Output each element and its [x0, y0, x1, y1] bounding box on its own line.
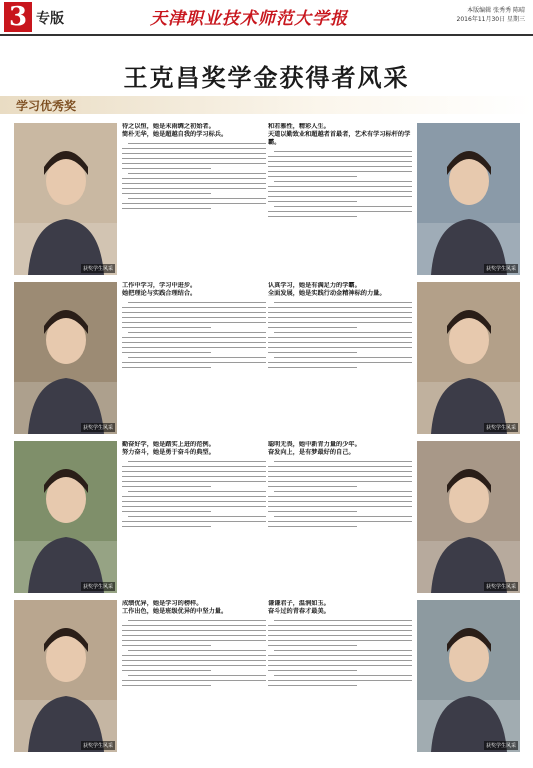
student-photo [14, 441, 117, 593]
profile-headline: 成绩优异，她是学习的榜样。 工作出色，她是班级优异的中坚力量。 [122, 600, 228, 615]
photo-caption: 获奖学生风采 [485, 425, 516, 431]
profile-body-text [122, 143, 266, 209]
profile-card [14, 123, 266, 275]
section-label: 专版 [36, 11, 64, 27]
photo-caption: 获奖学生风采 [485, 743, 516, 749]
profile-text [268, 282, 412, 434]
profile-text [268, 600, 412, 752]
profile-body-text [268, 151, 412, 217]
profile-text [122, 600, 266, 752]
photo-caption: 获奖学生风采 [82, 425, 113, 431]
masthead-title: 天津职业技术师范大学报 [150, 9, 348, 29]
student-photo [14, 600, 117, 752]
profile-text [122, 441, 266, 593]
student-photo [417, 282, 520, 434]
profile-headline: 和若雅性，精彩人生。 天道以勤致业和超越者首最者，艺术有学习标杆的学霸。 [268, 123, 411, 146]
profile-headline: 待之以恒，她是未雨绸之初始者。 简朴无华，她是超越自我的学习标兵。 [122, 123, 228, 138]
profile-body-text [268, 620, 412, 686]
profile-body-text [268, 302, 412, 368]
date-line: 2016年11月30日 星期三 [456, 16, 525, 23]
editor-line: 本版编辑 张秀秀 陈晴 [467, 7, 525, 14]
page-header [0, 0, 533, 36]
page-number: 3 [4, 2, 32, 32]
profile-card [268, 441, 520, 593]
profile-body-text [122, 620, 266, 686]
category-label: 学习优秀奖 [16, 99, 77, 113]
student-photo [14, 123, 117, 275]
profile-body-text [122, 302, 266, 368]
profile-headline: 谦谦君子，温润如玉。 奋斗过的青春才最美。 [268, 600, 330, 615]
photo-caption: 获奖学生风采 [82, 266, 113, 272]
student-photo [14, 282, 117, 434]
photo-caption: 获奖学生风采 [485, 266, 516, 272]
header-rule [0, 34, 533, 36]
photo-caption: 获奖学生风采 [82, 743, 113, 749]
photo-caption: 获奖学生风采 [485, 584, 516, 590]
profile-card [14, 441, 266, 593]
profile-headline: 工作中学习，学习中进步。 她把理论与实践合理结合。 [122, 282, 197, 297]
profile-card [268, 282, 520, 434]
profile-headline: 聪明无畏，她中新青力量的少年。 奋发向上，是有梦最好的自己。 [268, 441, 361, 456]
header-meta [457, 6, 525, 24]
profile-text [122, 123, 266, 275]
profile-card [14, 282, 266, 434]
profile-body-text [122, 461, 266, 527]
profile-text [122, 282, 266, 434]
profile-card [268, 600, 520, 752]
profile-text [268, 123, 412, 275]
profile-card [268, 123, 520, 275]
profile-headline: 认真学习，她是有满足力的学霸。 全面发展，她是实践行动金精神标的力量。 [268, 282, 386, 297]
category-band [0, 96, 533, 114]
student-photo [417, 600, 520, 752]
page-title: 王克昌奖学金获得者风采 [123, 64, 410, 92]
student-photo [417, 123, 520, 275]
student-photo [417, 441, 520, 593]
profile-headline: 勤奋好学，她是踏实上进的范例。 努力奋斗，她是勇于奋斗的典型。 [122, 441, 215, 456]
photo-caption: 获奖学生风采 [82, 584, 113, 590]
profile-text [268, 441, 412, 593]
profile-card [14, 600, 266, 752]
profile-body-text [268, 461, 412, 527]
